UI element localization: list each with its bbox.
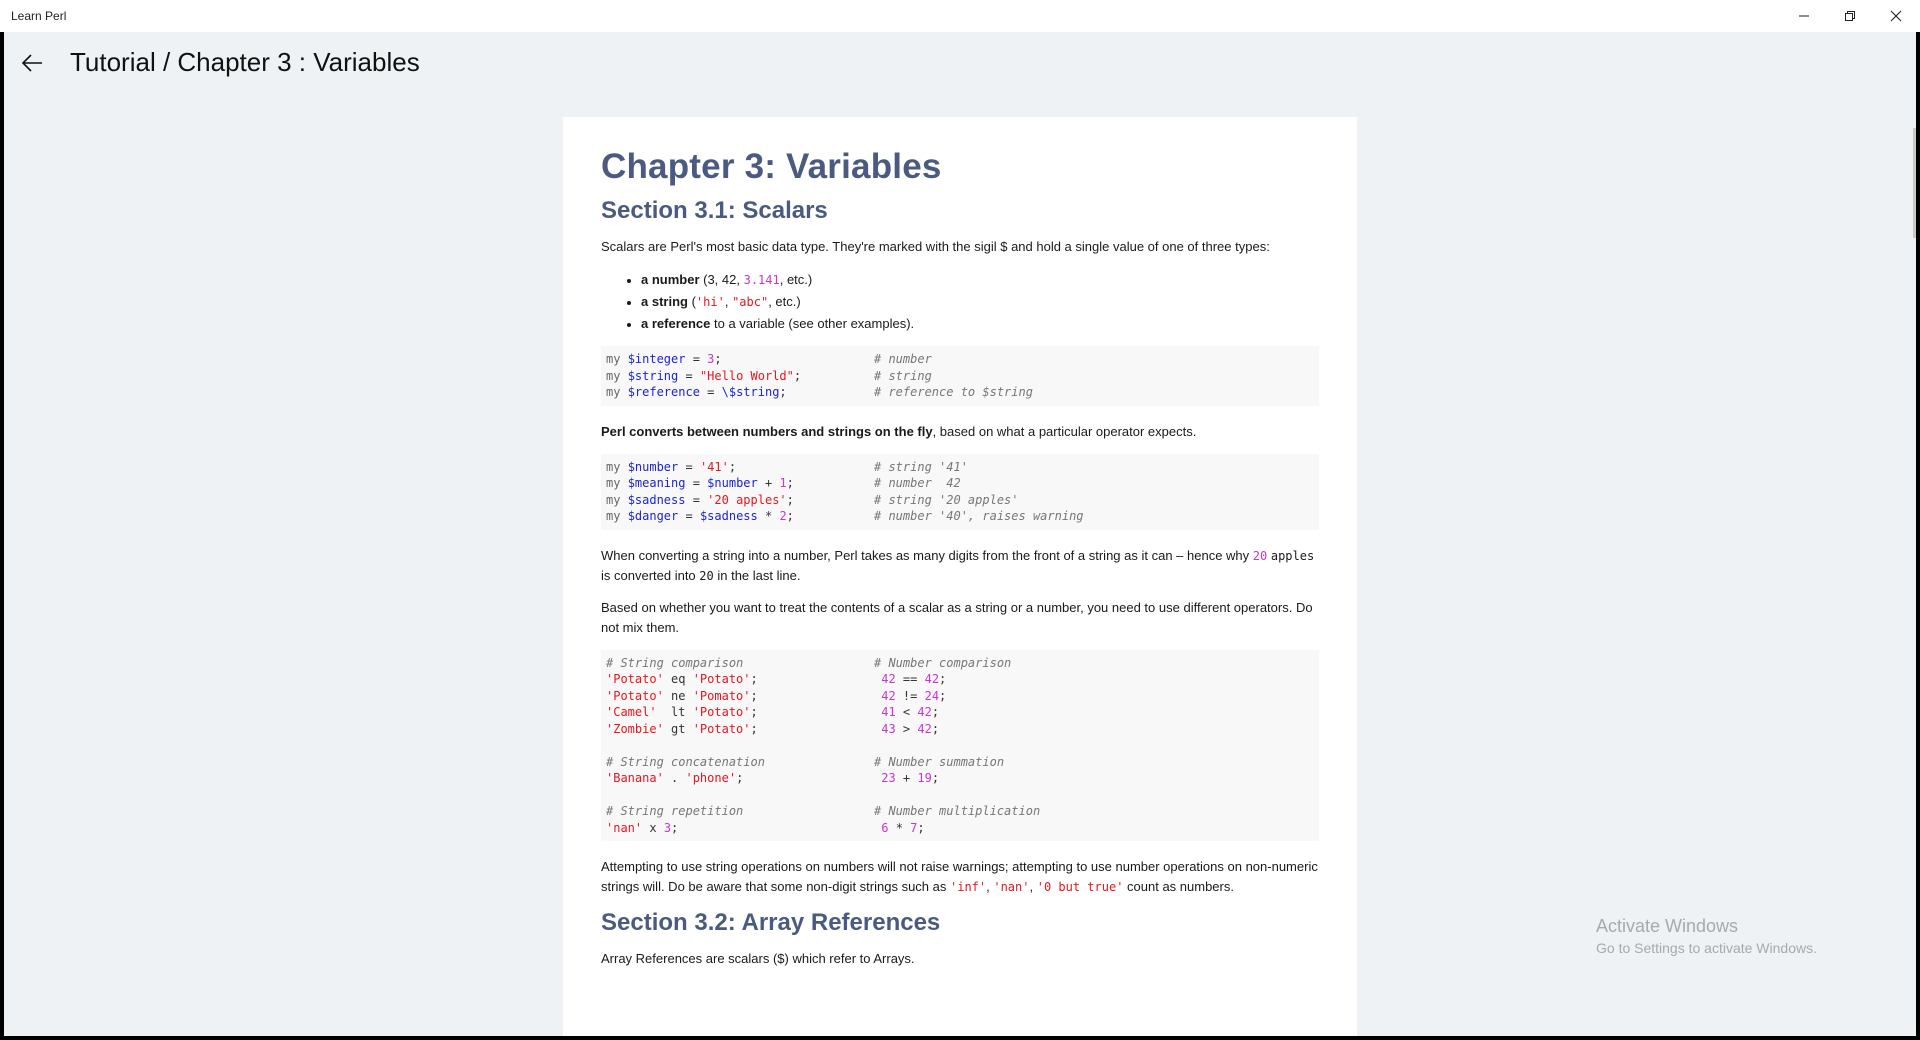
code-line: my $number = '41'; # string '41' xyxy=(606,459,968,474)
code-block-operators xyxy=(601,650,1319,842)
watermark-title: Activate Windows xyxy=(1596,916,1739,936)
code-line: my $danger = $sadness * 2; # number '40', raises warning xyxy=(606,509,1084,523)
app-title: Learn Perl xyxy=(11,9,67,23)
page-header xyxy=(4,32,1916,88)
code-line: my $reference = \$string; # reference to $string xyxy=(606,385,1033,399)
code-line: my $string = "Hello World"; # string xyxy=(606,368,932,383)
back-button[interactable] xyxy=(12,45,52,81)
array-references-intro: Array References are scalars ($) which refer to Arrays. xyxy=(601,951,915,966)
code-line: # String comparison # Number comparison xyxy=(606,655,1012,670)
minimize-button[interactable] xyxy=(1781,0,1827,32)
minimize-icon xyxy=(1798,10,1810,22)
code-line: 'Potato' eq 'Potato'; 42 == 42; xyxy=(606,672,947,686)
code-line: my $meaning = $number + 1; # number 42 xyxy=(606,476,961,490)
code-block-scalars xyxy=(601,346,1319,406)
restore-button[interactable] xyxy=(1827,0,1873,32)
chapter-title: Chapter 3: Variables xyxy=(601,147,942,186)
scalars-intro: Scalars are Perl's most basic data type. They're marked with the sigil $ and hold a single value of one of three types: xyxy=(601,239,1270,254)
code-line: # String repetition # Number multiplication xyxy=(606,804,1041,818)
restore-icon xyxy=(1844,10,1856,22)
list-item: • a string ('hi', "abc", etc.) xyxy=(641,291,1319,313)
section-title-scalars: Section 3.1: Scalars xyxy=(601,197,828,224)
code-line xyxy=(606,737,1314,754)
code-line: # String concatenation # Number summation xyxy=(606,754,1005,769)
code-line: 'Camel' lt 'Potato'; 41 < 42; xyxy=(606,705,940,719)
app-content xyxy=(4,32,1916,1036)
document-content xyxy=(601,147,1319,981)
code-line: 'Zombie' gt 'Potato'; 43 > 42; xyxy=(606,721,940,736)
code-block-conversion xyxy=(601,454,1319,530)
code-line xyxy=(606,787,1314,804)
list-item: • a reference to a variable (see other examples). xyxy=(641,313,1319,334)
conversion-explanation: When converting a string into a number, Perl takes as many digits from the front of a string as it can – hence why 20 apples is converted into 20 in the last line. xyxy=(601,547,1315,583)
watermark-subtitle: Go to Settings to activate Windows. xyxy=(1596,940,1817,956)
vertical-scrollbar[interactable] xyxy=(1913,128,1916,238)
scalar-types-list xyxy=(601,269,1319,334)
window-titlebar xyxy=(0,0,1920,32)
back-arrow-icon xyxy=(21,52,43,74)
section-title-array-references: Section 3.2: Array References xyxy=(601,909,941,936)
code-line: my $integer = 3; # number xyxy=(606,352,932,366)
list-item: • a number (3, 42, 3.141, etc.) xyxy=(641,269,1319,291)
document-page xyxy=(563,117,1357,1036)
activation-watermark xyxy=(1596,915,1817,959)
code-line: 'Banana' . 'phone'; 23 + 19; xyxy=(606,771,940,785)
code-line: 'Potato' ne 'Pomato'; 42 != 24; xyxy=(606,688,947,703)
code-line: my $sadness = '20 apples'; # string '20 apples' xyxy=(606,492,1019,507)
close-icon xyxy=(1890,10,1902,22)
code-line: 'nan' x 3; 6 * 7; xyxy=(606,820,925,835)
page-title: Tutorial / Chapter 3 : Variables xyxy=(70,47,420,77)
operators-note: Based on whether you want to treat the contents of a scalar as a string or a number, you need to use different operators. Do not mix them. xyxy=(601,599,1313,635)
warnings-note: Attempting to use string operations on numbers will not raise warnings; attempting to use number operations on non-numeric strings will. Do be aware that some non-digit strings such as 'inf', 'nan', '0 but true' count as numbers. xyxy=(601,859,1318,894)
close-button[interactable] xyxy=(1873,0,1919,32)
conversion-note: Perl converts between numbers and strings on the fly, based on what a particular operator expects. xyxy=(601,423,1197,439)
